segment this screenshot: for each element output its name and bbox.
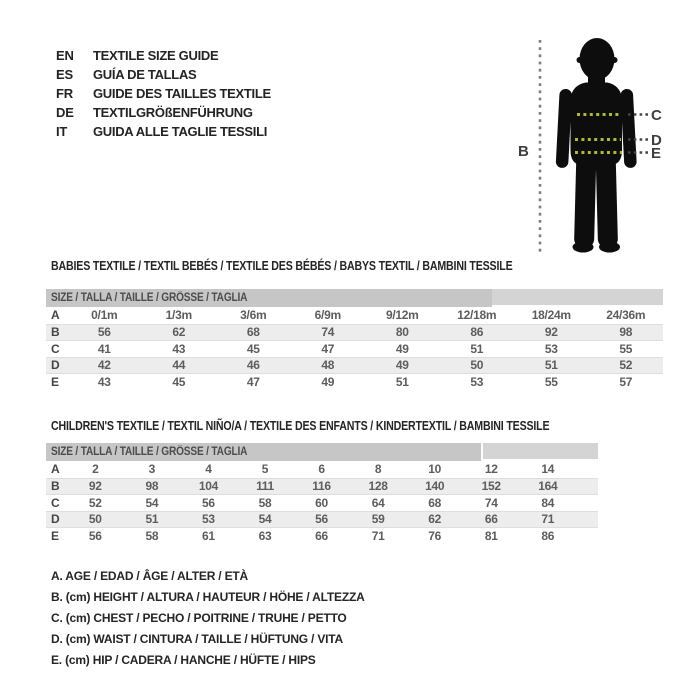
child-silhouette-figure [505,28,685,260]
waist-label: D [651,132,662,149]
babies-table-cell: 41 [97,341,111,356]
babies-table-cell: 51 [395,374,409,389]
babies-table-cell: 98 [619,325,633,340]
babies-table-cell: 6/9m [314,308,341,323]
children-table-cell: 50 [88,512,102,527]
children-table-cell: 5 [261,462,269,477]
babies-table-cell: 47 [321,341,335,356]
children-table-cell: 61 [202,528,215,543]
babies-table-cell: 48 [321,358,335,373]
children-table-header [46,443,598,461]
babies-table-cell: 68 [246,325,260,340]
children-table-cell: 104 [198,479,218,494]
children-table-cell: 62 [428,512,442,527]
children-table-cell: 74 [484,495,498,510]
children-table-cell: 152 [481,479,501,494]
babies-table-cell: 43 [172,341,186,356]
babies-table-cell: 55 [619,341,633,356]
babies-table-cell: 53 [544,341,558,356]
children-table-cell: 128 [368,479,388,494]
children-table-row-A [46,461,598,478]
babies-table-cell: 49 [395,358,409,373]
children-table-cell: 98 [145,479,159,494]
language-list [56,46,271,141]
row-measure-label: C [51,341,60,356]
babies-table-cell: 57 [619,374,633,389]
children-table-row-D [46,511,598,528]
children-table-cell: 81 [484,528,498,543]
row-measure-label: E [51,528,60,543]
children-table-cell: 116 [312,479,331,494]
legend-line: B. (cm) HEIGHT / ALTURA / HAUTEUR / HÖHE / ALTEZZA [51,589,365,604]
babies-table-cell: 45 [246,341,260,356]
babies-table-row-B [46,324,663,341]
height-label: B [518,143,529,160]
children-table-cell: 63 [258,528,272,543]
babies-table-cell: 51 [544,358,558,373]
language-guide-title: TEXTILGRÖßENFÜHRUNG [93,105,253,120]
children-size-table [46,443,598,544]
legend-line: A. AGE / EDAD / ÂGE / ALTER / ETÀ [51,568,248,583]
row-measure-label: A [51,308,60,323]
babies-table-row-A [46,307,663,324]
babies-table-cell: 52 [619,358,633,373]
language-guide-title: TEXTILE SIZE GUIDE [93,48,219,63]
babies-table-header-label: SIZE / TALLA / TAILLE / GRÖSSE / TAGLIA [51,292,248,304]
children-table-row-C [46,494,598,511]
children-table-cell: 2 [92,462,99,477]
babies-table-cell: 50 [470,358,484,373]
language-code: FR [56,86,73,101]
babies-table-body [46,307,663,390]
babies-table-cell: 0/1m [91,308,118,323]
row-measure-label: B [51,325,60,340]
babies-table-cell: 46 [246,358,260,373]
row-measure-label: D [51,358,60,373]
children-table-cell: 56 [202,495,215,510]
language-code: DE [56,105,74,120]
children-table-cell: 12 [484,462,498,477]
children-table-cell: 71 [371,528,385,543]
children-table-cell: 54 [258,512,272,527]
babies-table-cell: 51 [470,341,484,356]
children-table-cell: 58 [145,528,159,543]
language-code: EN [56,48,74,63]
legend-line: E. (cm) HIP / CADERA / HANCHE / HÜFTE / HIPS [51,652,316,667]
children-table-cell: 54 [145,495,159,510]
babies-table-cell: 44 [172,358,186,373]
language-row-fr [56,84,271,103]
babies-table-cell: 86 [470,325,484,340]
row-measure-label: B [51,479,60,494]
babies-table-cell: 24/36m [606,308,646,323]
legend-line: C. (cm) CHEST / PECHO / POITRINE / TRUHE / PETTO [51,610,347,625]
language-row-de [56,103,271,122]
babies-table-cell: 53 [470,374,484,389]
babies-table-cell: 42 [97,358,111,373]
row-measure-label: A [51,462,60,477]
babies-table-cell: 92 [544,325,558,340]
children-table-cell: 86 [541,528,555,543]
language-row-en [56,46,271,65]
children-table-cell: 164 [538,479,558,494]
children-table-cell: 92 [88,479,102,494]
babies-table-cell: 49 [395,341,409,356]
language-code: ES [56,67,73,82]
chest-label: C [651,107,662,124]
babies-table-cell: 56 [97,325,111,340]
children-table-cell: 140 [425,479,445,494]
babies-table-cell: 43 [97,374,111,389]
babies-table-cell: 3/6m [240,308,267,323]
children-table-body [46,461,598,544]
babies-table-cell: 55 [544,374,558,389]
babies-table-cell: 12/18m [457,308,497,323]
children-table-row-B [46,478,598,495]
row-measure-label: C [51,495,60,510]
hip-label: E [651,145,662,162]
children-table-cell: 3 [148,462,156,477]
babies-table-cell: 80 [395,325,409,340]
children-table-cell: 58 [258,495,272,510]
children-table-cell: 53 [202,512,215,527]
children-section-title: CHILDREN'S TEXTILE / TEXTIL NIÑO/A / TEXTILE DES ENFANTS / KINDERTEXTIL / BAMBINI TESSILE [51,419,550,433]
child-silhouette [556,38,637,253]
row-measure-label: D [51,512,60,527]
babies-table-row-D [46,357,663,374]
children-table-cell: 59 [371,512,385,527]
children-table-cell: 71 [541,512,555,527]
children-table-cell: 56 [88,528,102,543]
babies-table-row-C [46,340,663,357]
legend-line: D. (cm) WAIST / CINTURA / TAILLE / HÜFTUNG / VITA [51,631,343,646]
children-table-cell: 84 [541,495,555,510]
children-table-row-E [46,527,598,544]
children-table-cell: 111 [256,479,274,494]
children-table-cell: 66 [484,512,498,527]
language-guide-title: GUÍA DE TALLAS [93,67,197,82]
babies-table-cell: 45 [172,374,186,389]
row-measure-label: E [51,374,60,389]
babies-table-row-E [46,373,663,390]
babies-table-cell: 49 [321,374,335,389]
children-table-cell: 56 [315,512,328,527]
language-row-it [56,122,271,141]
children-table-cell: 64 [371,495,385,510]
babies-table-cell: 47 [246,374,260,389]
babies-table-cell: 74 [321,325,335,340]
language-guide-title: GUIDA ALLE TAGLIE TESSILI [93,124,268,139]
children-table-cell: 66 [315,528,328,543]
measurement-legend [51,565,365,670]
language-row-es [56,65,271,84]
babies-size-table [46,289,663,390]
babies-table-cell: 18/24m [531,308,571,323]
babies-section-title: BABIES TEXTILE / TEXTIL BEBÉS / TEXTILE DES BÉBÉS / BABYS TEXTIL / BAMBINI TESSILE [51,259,513,273]
children-table-cell: 51 [145,512,159,527]
children-table-cell: 14 [541,462,555,477]
children-table-header-label: SIZE / TALLA / TAILLE / GRÖSSE / TAGLIA [51,446,248,458]
children-table-cell: 60 [315,495,328,510]
children-table-cell: 52 [88,495,102,510]
babies-table-cell: 9/12m [385,308,419,323]
children-table-cell: 10 [428,462,442,477]
babies-table-cell: 1/3m [165,308,192,323]
children-table-cell: 8 [374,462,382,477]
babies-table-cell: 62 [172,325,186,340]
children-table-cell: 4 [205,462,212,477]
language-code: IT [56,124,68,139]
children-table-cell: 6 [318,462,325,477]
children-table-cell: 68 [428,495,442,510]
language-guide-title: GUIDE DES TAILLES TEXTILE [93,86,271,101]
children-table-cell: 76 [428,528,442,543]
babies-table-header [46,289,663,307]
